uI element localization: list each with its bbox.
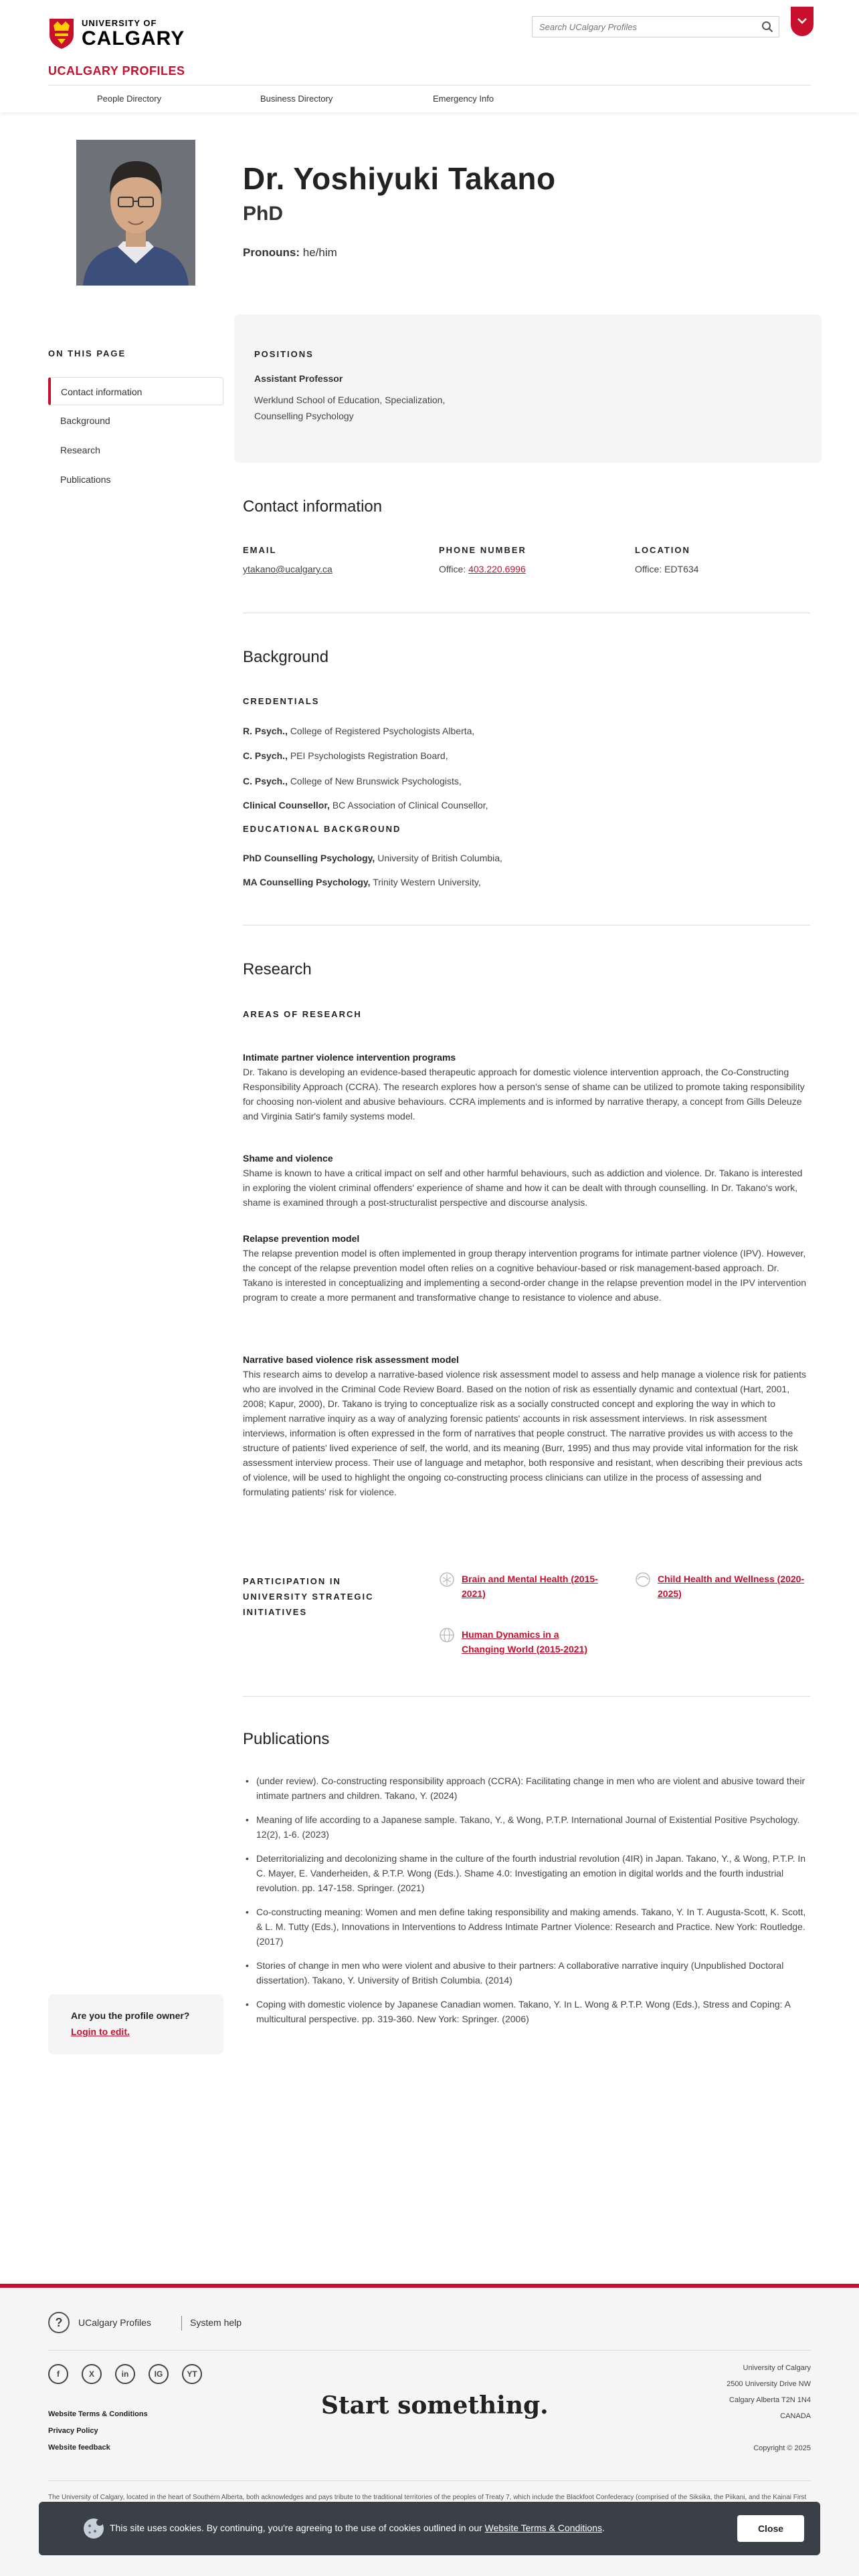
credential-title: C. Psych.,: [243, 750, 288, 761]
initiative-item: [439, 1572, 613, 1604]
cookie-text-after: .: [602, 2523, 605, 2533]
brain-icon: [439, 1572, 455, 1588]
terms-link[interactable]: Website Terms & Conditions: [48, 2410, 148, 2418]
research-area: [243, 1233, 810, 1305]
x-twitter-icon[interactable]: X: [82, 2364, 102, 2384]
pronouns-label: Pronouns:: [243, 246, 300, 259]
credential-item: [243, 750, 448, 761]
credential-body: College of Registered Psychologists Alberta,: [290, 726, 475, 736]
email-label: EMAIL: [243, 545, 277, 555]
credential-title: C. Psych.,: [243, 776, 288, 786]
sidebar-item-contact[interactable]: Contact information: [48, 377, 223, 405]
footer-divider: [48, 2350, 811, 2351]
linkedin-icon[interactable]: in: [115, 2364, 135, 2384]
research-area: [243, 1052, 810, 1123]
credential-body: PEI Psychologists Registration Board,: [290, 750, 448, 761]
publication-item: • Meaning of life according to a Japanese sample. Takano, Y., & Wong, P.T.P. International Journal of Existential Positive Psychology. 12(2), 1-6. (2023): [243, 1812, 810, 1842]
cookie-terms-link[interactable]: Website Terms & Conditions: [484, 2523, 603, 2533]
education-degree: MA Counselling Psychology,: [243, 877, 371, 887]
research-area-title: Relapse prevention model: [243, 1233, 360, 1244]
publications-list: [243, 1774, 810, 2036]
logo-line-1: UNIVERSITY OF: [82, 17, 157, 28]
initiative-link[interactable]: Human Dynamics in a Changing World (2015-2021): [462, 1629, 588, 1654]
research-area-title: Intimate partner violence intervention programs: [243, 1052, 456, 1063]
phone-value: [439, 564, 526, 574]
land-acknowledgement: The University of Calgary, located in the heart of Southern Alberta, both acknowledges and pays tribute to the traditional territories of the peoples of Treaty 7, which include the Blackfoot Confederacy (comprised of the Siksika, the Piikani, and the Kainai First: [48, 2494, 807, 2501]
publications-section-title: Publications: [243, 1730, 330, 1748]
child-health-icon: [635, 1572, 651, 1588]
contact-section-title: Contact information: [243, 498, 383, 516]
credentials-heading: CREDENTIALS: [243, 696, 320, 706]
background-section-title: Background: [243, 648, 329, 666]
section-divider: [243, 1696, 810, 1697]
credential-item: [243, 776, 462, 786]
system-help-link[interactable]: System help: [190, 2317, 242, 2328]
education-item: [243, 853, 502, 863]
email-link[interactable]: ytakano@ucalgary.ca: [243, 564, 332, 574]
credential-body: College of New Brunswick Psychologists,: [290, 776, 462, 786]
research-area-text: Dr. Takano is developing an evidence-based therapeutic approach for domestic violence intervention approach, the Co-Constructing Responsibility Approach (CCRA). The research explores how a person's sense of shame can be utilized to promote taking responsibility for choosing non-violent and abusive behaviours. CCRA implements and is informed by narrative therapy, a concept from Gills Deleuze and Virginia Satir's family systems model.: [243, 1067, 805, 1121]
research-area-title: Narrative based violence risk assessment model: [243, 1354, 459, 1365]
on-this-page-heading: ON THIS PAGE: [48, 348, 126, 358]
phone-link[interactable]: 403.220.6996: [468, 564, 526, 574]
position-organization: Werklund School of Education, Specialization, Counselling Psychology: [254, 395, 446, 421]
nav-business-directory[interactable]: Business Directory: [260, 94, 333, 104]
facebook-icon[interactable]: f: [48, 2364, 68, 2384]
phone-label: PHONE NUMBER: [439, 545, 527, 555]
research-area-text: This research aims to develop a narrative-based violence risk assessment model to assess and help manage a violence risk for patients who are involved in the Criminal Code Review Board. Based on the notion of risk as essentially dynamic and contextual (Hart, 2001, 2008; Kapur, 2000), Dr. Takano is trying to conceptualize risk as a socially constructed concept and exploring the way in which to implement narrative inquiry as a way of analyzing forensic patients' accounts in risk assessment interviews. In risk assessment interviews, information is often expressed in the form of narratives that people construct. The narrative provides us with access to the structure of patients' lived experience of self, the world, and its meaning (Burr, 1995) and thus may provide vital information for the risk assessment interview process. Their use of language and metaphor, both responsive and resistant, when describing their previous acts of violence, will be used to highlight the ongoing co-constructing process clinicians can utilize in the process of assessing and formulating patients' risk for violence.: [243, 1369, 806, 1497]
publication-item: • Stories of change in men who were violent and abusive to their partners: A collaborative narrative inquiry (Unpublished Doctoral dissertation). Takano, Y. University of British Columbia. (2014): [243, 1958, 810, 1988]
publication-item: • Coping with domestic violence by Japanese Canadian women. Takano, Y. In L. Wong & P.T.P. Wong (Eds.), Stress and Coping: A multicultural perspective. pp. 319-360. New York: Springer. (2006): [243, 1997, 810, 2026]
help-icon: ?: [48, 2312, 70, 2333]
publication-item: • Deterritorializing and decolonizing shame in the culture of the fourth industrial revolution (4IR) in Japan. Takano, Y., & Wong, P.T.P. In C. Mayer, E. Vanderheiden, & P.T.P. Wong (Eds.). Shame 4.0: Investigating an emotion in digital worlds and the fourth industrial revolution. pp. 147-158. Springer. (2021): [243, 1851, 810, 1895]
location-label: LOCATION: [635, 545, 690, 555]
search-input[interactable]: [533, 17, 747, 37]
positions-heading: POSITIONS: [254, 349, 314, 359]
publication-item: • (under review). Co-constructing responsibility approach (CCRA): Facilitating change in men who are violent and abusive toward their intimate partners and children. Takano, Y. (2024): [243, 1774, 810, 1803]
logo-line-2: CALGARY: [82, 27, 185, 49]
address-line: University of Calgary: [743, 2364, 811, 2372]
address-line: Calgary Alberta T2N 1N4: [729, 2396, 811, 2404]
menu-toggle-button[interactable]: [791, 7, 814, 36]
research-area-text: The relapse prevention model is often implemented in group therapy intervention programs for intimate partner violence (IPV). However, the concept of the relapse prevention model often relies on a cognitive behaviour-based or risk management-based approach. Dr. Takano is interested in conceptualizing and implementing a second-order change in the relapse prevention model in the IPV intervention program to create a more permanent and transformative change to resistance to violence and abuse.: [243, 1248, 807, 1303]
research-area: [243, 1153, 810, 1210]
nav-people-directory[interactable]: People Directory: [97, 94, 162, 104]
credential-item: [243, 800, 488, 811]
positions-panel: [234, 314, 822, 463]
university-logo[interactable]: [48, 17, 185, 49]
shield-logo-icon: [48, 17, 75, 49]
publication-item: • Co-constructing meaning: Women and men define taking responsibility and making amends. Takano, Y. In T. Augusta-Scott, K. Scott, & L. M. Tutty (Eds.), Innovations in Interventions to Address Intimate Partner Violence: Research and Practice. New York: Routledge. (2017): [243, 1905, 810, 1949]
site-title[interactable]: UCALGARY PROFILES: [48, 64, 185, 78]
initiative-item: [635, 1572, 810, 1604]
footer-separator: [181, 2316, 182, 2331]
owner-question: Are you the profile owner?: [71, 2010, 190, 2021]
education-school: Trinity Western University,: [373, 877, 481, 887]
cookie-close-button[interactable]: Close: [737, 2515, 804, 2542]
research-area: [243, 1354, 810, 1499]
position-title: Assistant Professor: [254, 373, 343, 384]
profile-owner-box: [48, 1994, 223, 2054]
sidebar-item-research[interactable]: Research: [60, 445, 100, 455]
search-box: [532, 16, 779, 37]
footer-brand[interactable]: UCalgary Profiles: [78, 2317, 151, 2328]
initiatives-heading: PARTICIPATION IN UNIVERSITY STRATEGIC INITIATIVES: [243, 1576, 374, 1617]
globe-icon: [439, 1627, 455, 1643]
cookie-icon: [82, 2516, 106, 2541]
research-area-title: Shame and violence: [243, 1153, 333, 1164]
instagram-icon[interactable]: IG: [149, 2364, 169, 2384]
site-header: [0, 0, 859, 112]
initiative-link[interactable]: Child Health and Wellness (2020-2025): [658, 1574, 805, 1599]
profile-degree: PhD: [243, 203, 283, 225]
education-degree: PhD Counselling Psychology,: [243, 853, 375, 863]
profile-name: Dr. Yoshiyuki Takano: [243, 161, 556, 196]
address-line: 2500 University Drive NW: [727, 2380, 811, 2388]
person-portrait-icon: [76, 140, 195, 286]
search-icon[interactable]: [761, 21, 773, 33]
sidebar-item-publications[interactable]: Publications: [60, 474, 111, 485]
research-section-title: Research: [243, 960, 312, 978]
footer-divider: [48, 2480, 811, 2481]
initiative-link[interactable]: Brain and Mental Health (2015-2021): [462, 1574, 598, 1599]
cookie-text-before: This site uses cookies. By continuing, you're agreeing to the use of cookies outlined in our: [110, 2523, 482, 2533]
pronouns-value: he/him: [302, 246, 337, 259]
copyright: Copyright © 2025: [753, 2444, 811, 2452]
cookie-message: [110, 2523, 605, 2533]
credential-title: R. Psych.,: [243, 726, 288, 736]
privacy-policy-link[interactable]: Privacy Policy: [48, 2427, 98, 2435]
education-heading: EDUCATIONAL BACKGROUND: [243, 824, 401, 834]
pronouns: [243, 246, 337, 259]
login-to-edit-link[interactable]: Login to edit.: [71, 2026, 130, 2037]
address-line: CANADA: [780, 2412, 811, 2420]
areas-of-research-heading: AREAS OF RESEARCH: [243, 1009, 362, 1019]
education-school: University of British Columbia,: [377, 853, 502, 863]
chevron-down-icon: [797, 17, 807, 24]
footer-tagline: Start something.: [321, 2391, 549, 2420]
sidebar-item-background[interactable]: Background: [60, 415, 110, 426]
nav-emergency-info[interactable]: Emergency Info: [433, 94, 494, 104]
cookie-banner: [39, 2502, 820, 2555]
credential-body: BC Association of Clinical Counsellor,: [332, 800, 488, 811]
location-value: Office: EDT634: [635, 564, 699, 574]
profile-photo: [76, 140, 195, 286]
education-item: [243, 877, 481, 887]
youtube-icon[interactable]: YT: [182, 2364, 202, 2384]
phone-prefix: Office:: [439, 564, 466, 574]
credential-title: Clinical Counsellor,: [243, 800, 330, 811]
website-feedback-link[interactable]: Website feedback: [48, 2444, 110, 2452]
header-divider: [48, 85, 811, 86]
initiative-item: [439, 1627, 613, 1659]
credential-item: [243, 726, 474, 736]
section-divider: [243, 925, 810, 926]
research-area-text: Shame is known to have a critical impact on self and other harmful behaviours, such as addiction and violence. Dr. Takano is interested in exploring the violent criminal offenders' experience of shame and how it can be dealt with through counselling. In Dr. Takano's work, shame is examined through a post-structuralist perspective and discourse analysis.: [243, 1168, 803, 1208]
